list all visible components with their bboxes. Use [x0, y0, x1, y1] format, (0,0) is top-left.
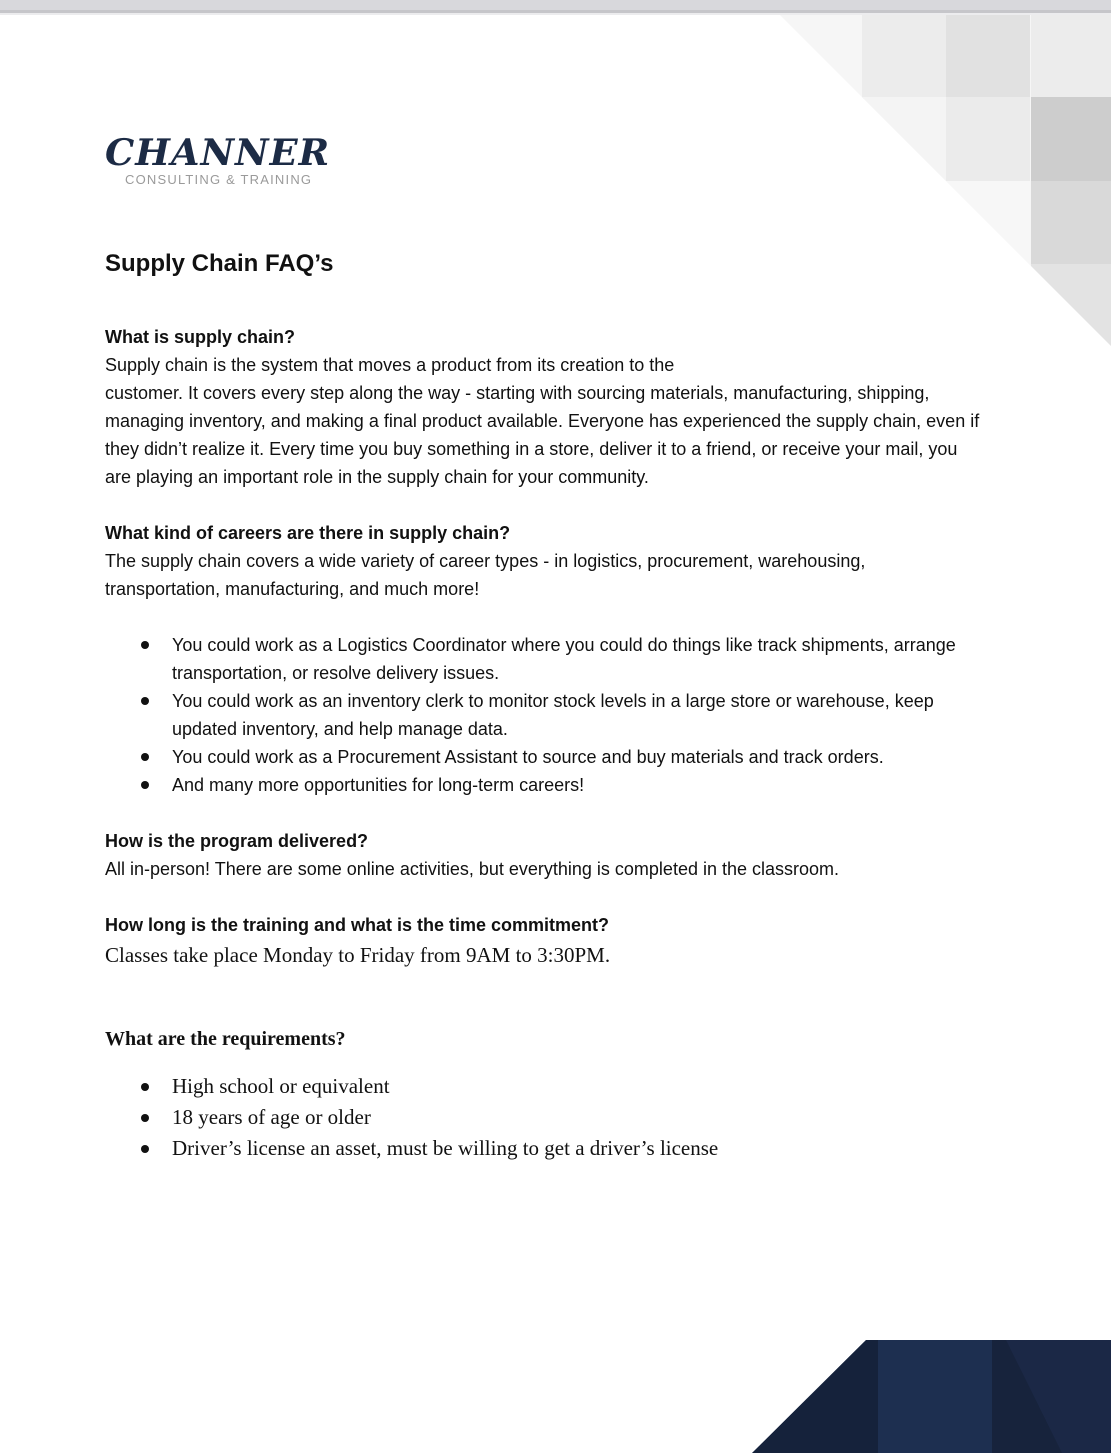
- list-item: [105, 1071, 985, 1102]
- faq-question: What kind of careers are there in supply chain?: [105, 523, 511, 543]
- deco-tile: [946, 15, 1030, 99]
- deco-tile: [1031, 181, 1111, 265]
- list-item: [105, 687, 985, 743]
- deco-tile: [1031, 15, 1111, 99]
- deco-shade: [752, 1340, 878, 1453]
- faq-time-commitment: [105, 911, 985, 971]
- list-item-text: 18 years of age or older: [172, 1105, 371, 1129]
- document-body: [105, 249, 985, 1164]
- faq-requirements: [105, 1025, 985, 1164]
- requirements-list: [105, 1071, 985, 1164]
- logo-wordmark: CHANNER: [105, 132, 331, 174]
- faq-what-is-supply-chain: [105, 323, 985, 491]
- list-item: [105, 1133, 985, 1164]
- company-logo: [105, 132, 331, 187]
- faq-question: What is supply chain?: [105, 327, 296, 347]
- faq-delivery: [105, 827, 985, 883]
- bullet-icon: [141, 1114, 149, 1122]
- bullet-icon: [141, 781, 149, 789]
- bullet-icon: [141, 697, 149, 705]
- list-item: [105, 1102, 985, 1133]
- deco-tile: [1031, 264, 1111, 348]
- page-title: Supply Chain FAQ’s: [105, 250, 334, 277]
- deco-tile: [862, 97, 946, 181]
- bullet-icon: [141, 1145, 149, 1153]
- deco-tile: [862, 15, 946, 99]
- career-list: [105, 631, 985, 799]
- bullet-icon: [141, 753, 149, 761]
- bullet-icon: [141, 641, 149, 649]
- list-item: [105, 631, 985, 687]
- faq-question: What are the requirements?: [105, 1028, 346, 1050]
- list-item: [105, 771, 985, 799]
- faq-question: How is the program delivered?: [105, 831, 369, 851]
- faq-answer: The supply chain covers a wide variety of career types - in logistics, procurement, warehousing, transportation, manufacturing, and much more!: [105, 551, 866, 599]
- logo-tagline: CONSULTING & TRAINING: [125, 172, 313, 187]
- list-item-text: You could work as an inventory clerk to monitor stock levels in a large store or warehouse, keep updated inventory, and help manage data.: [172, 691, 934, 739]
- list-item-text: High school or equivalent: [172, 1074, 390, 1098]
- list-item-text: Driver’s license an asset, must be willing to get a driver’s license: [172, 1136, 719, 1160]
- faq-answer: All in-person! There are some online activities, but everything is completed in the classroom.: [105, 859, 840, 879]
- deco-tile: [946, 97, 1030, 181]
- bottom-right-decoration: [752, 1340, 1111, 1453]
- list-item-text: You could work as a Logistics Coordinator where you could do things like track shipments, arrange transportation, or resolve delivery issues.: [172, 635, 956, 683]
- list-item: [105, 743, 985, 771]
- faq-careers: [105, 519, 985, 799]
- list-item-text: You could work as a Procurement Assistant to source and buy materials and track orders.: [172, 747, 884, 767]
- faq-answer: Classes take place Monday to Friday from 9AM to 3:30PM.: [105, 943, 611, 967]
- faq-answer: customer. It covers every step along the way - starting with sourcing materials, manufacturing, shipping, managing inventory, and making a final product available. Everyone has experienced the supply chain, even if they didn’t realize it. Every time you buy something in a store, deliver it to a friend, or receive your mail, you are playing an important role in the supply chain for your community.: [105, 383, 980, 487]
- faq-question: How long is the training and what is the time commitment?: [105, 915, 610, 935]
- list-item-text: And many more opportunities for long-term careers!: [172, 775, 585, 795]
- window-top-edge: [0, 13, 1111, 15]
- faq-answer-line1: Supply chain is the system that moves a product from its creation to the: [105, 355, 675, 375]
- deco-tile: [1031, 97, 1111, 181]
- window-top-bar: [0, 0, 1111, 13]
- bullet-icon: [141, 1083, 149, 1091]
